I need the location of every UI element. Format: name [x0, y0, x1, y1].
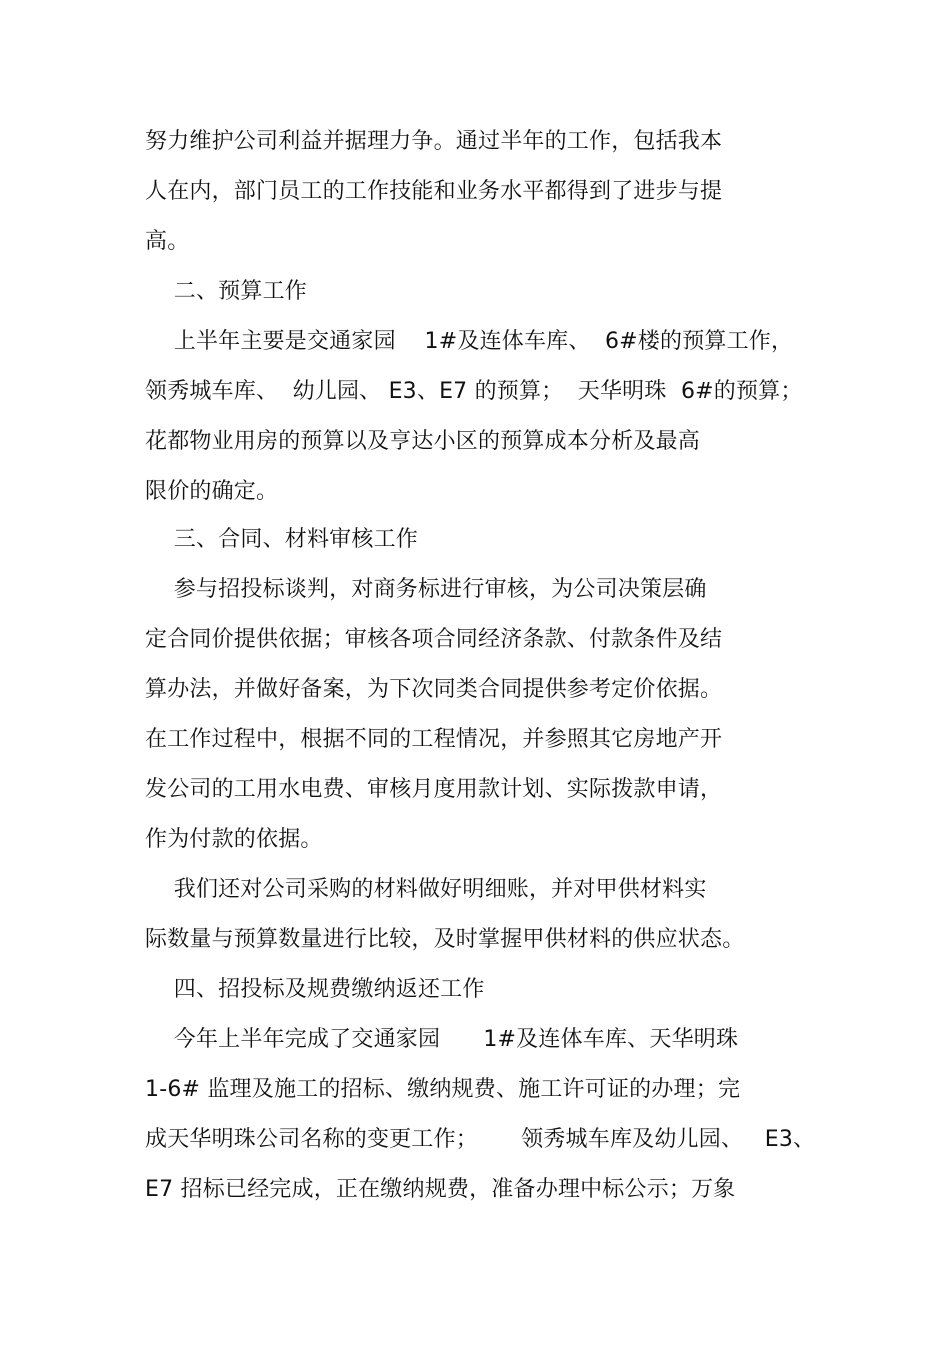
text-line: 限价的确定。 — [145, 479, 279, 504]
text-line: 领秀城车库、 幼儿园、 E3、E7 的预算； 天华明珠 6#的预算； — [145, 379, 803, 404]
text-line: 1-6# 监理及施工的招标、缴纳规费、施工许可证的办理；完 — [145, 1077, 741, 1102]
text-line: 我们还对公司采购的材料做好明细账，并对甲供材料实 — [145, 877, 707, 902]
text-line: 发公司的工用水电费、审核月度用款计划、实际拨款申请， — [145, 777, 723, 802]
text-line: 上半年主要是交通家园 1#及连体车库、 6#楼的预算工作， — [145, 329, 794, 354]
text-line: 际数量与预算数量进行比较，及时掌握甲供材料的供应状态。 — [145, 927, 745, 952]
text-line: 作为付款的依据。 — [145, 827, 323, 852]
text-line: E7 招标已经完成，正在缴纳规费，准备办理中标公示；万象 — [145, 1177, 736, 1202]
text-line: 算办法，并做好备案，为下次同类合同提供参考定价依据。 — [145, 677, 723, 702]
text-line: 高。 — [145, 229, 190, 254]
section-heading: 二、预算工作 — [145, 279, 307, 304]
text-line: 花都物业用房的预算以及亨达小区的预算成本分析及最高 — [145, 429, 701, 454]
text-line: 参与招投标谈判，对商务标进行审核，为公司决策层确 — [145, 577, 707, 602]
text-line: 在工作过程中，根据不同的工程情况，并参照其它房地产开 — [145, 727, 723, 752]
text-line: 今年上半年完成了交通家园 1#及连体车库、天华明珠 — [145, 1027, 739, 1052]
text-line: 努力维护公司利益并据理力争。通过半年的工作，包括我本 — [145, 129, 723, 154]
text-line: 定合同价提供依据；审核各项合同经济条款、付款条件及结 — [145, 627, 723, 652]
text-line: 人在内，部门员工的工作技能和业务水平都得到了进步与提 — [145, 179, 723, 204]
section-heading: 三、合同、材料审核工作 — [145, 527, 418, 552]
text-line: 成天华明珠公司名称的变更工作； 领秀城车库及幼儿园、 E3、 — [145, 1127, 816, 1152]
section-heading: 四、招投标及规费缴纳返还工作 — [145, 977, 485, 1002]
